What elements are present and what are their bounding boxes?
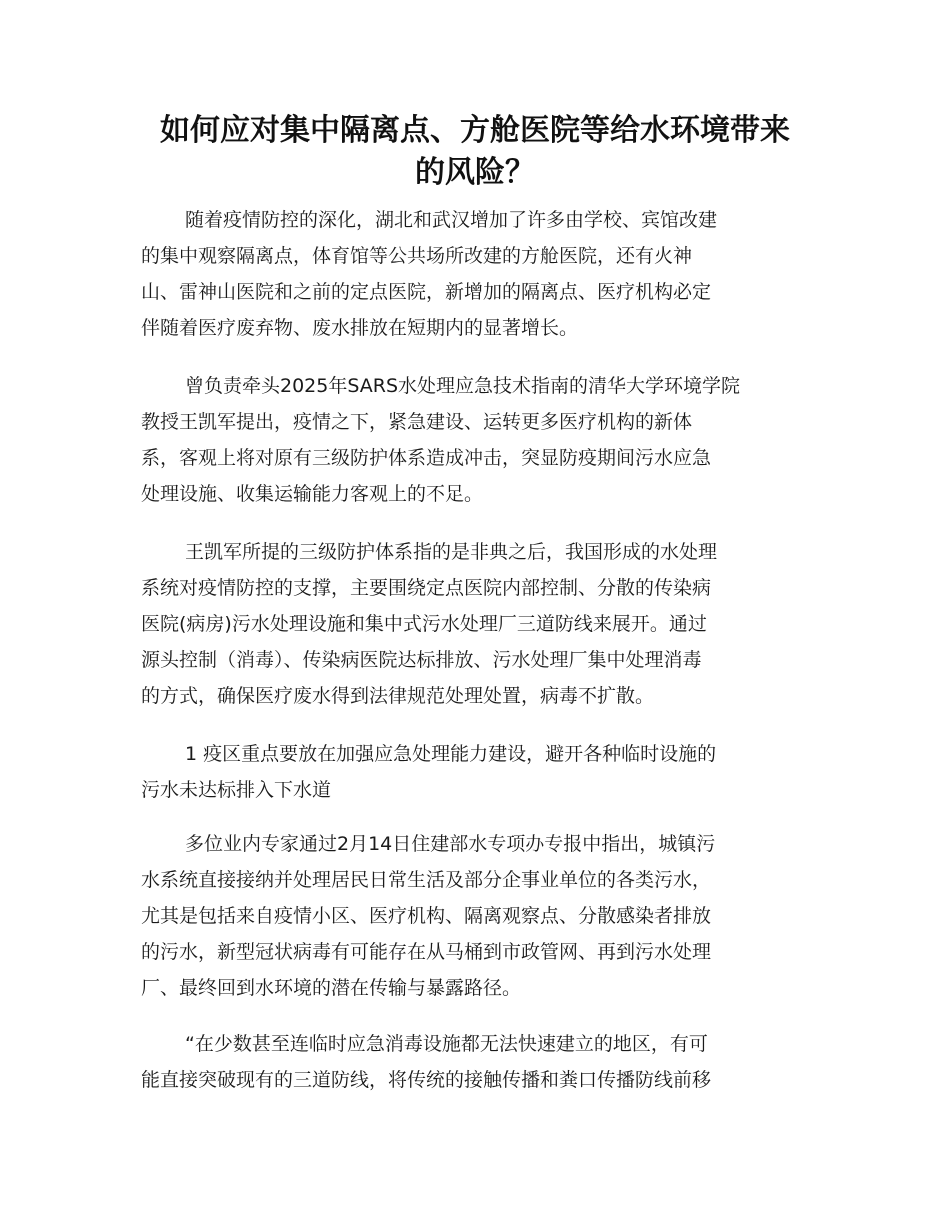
paragraph-line: 处理设施、收集运输能力客观上的不足。 <box>141 483 484 505</box>
paragraph-line: 的污水，新型冠状病毒有可能存在从马桶到市政管网、再到污水处理 <box>141 941 712 963</box>
paragraph-line: 伴随着医疗废弃物、废水排放在短期内的显著增长。 <box>141 317 579 339</box>
paragraph-line: 的集中观察隔离点，体育馆等公共场所改建的方舱医院，还有火神 <box>141 245 693 267</box>
paragraph-line: 系统对疫情防控的支撑，主要围绕定点医院内部控制、分散的传染病 <box>141 577 712 599</box>
paragraph-line: 教授王凯军提出，疫情之下，紧急建设、运转更多医疗机构的新体 <box>141 411 693 433</box>
title-line-2: 的风险？ <box>415 155 535 190</box>
paragraph-line: 水系统直接接纳并处理居民日常生活及部分企事业单位的各类污水， <box>141 869 712 891</box>
paragraph-line: 随着疫情防控的深化，湖北和武汉增加了许多由学校、宾馆改建 <box>185 209 718 231</box>
paragraph-line: 尤其是包括来自疫情小区、医疗机构、隔离观察点、分散感染者排放 <box>141 905 712 927</box>
paragraph-2 <box>141 368 807 512</box>
paragraph-line: 王凯军所提的三级防护体系指的是非典之后，我国形成的水处理 <box>185 541 718 563</box>
paragraph-1 <box>141 202 807 346</box>
paragraph-5 <box>141 826 807 1006</box>
section-heading-1 <box>141 736 807 808</box>
paragraph-line: 的方式，确保医疗废水得到法律规范处理处置，病毒不扩散。 <box>141 685 655 707</box>
paragraph-line: 多位业内专家通过2月14日住建部水专项办专报中指出，城镇污 <box>185 833 716 855</box>
paragraph-line: 曾负责牵头2025年SARS水处理应急技术指南的清华大学环境学院 <box>185 375 741 397</box>
paragraph-line: 源头控制（消毒）、传染病医院达标排放、污水处理厂集中处理消毒 <box>141 649 702 671</box>
paragraph-line: 山、雷神山医院和之前的定点医院，新增加的隔离点、医疗机构必定 <box>141 281 712 303</box>
paragraph-line: 系，客观上将对原有三级防护体系造成冲击，突显防疫期间污水应急 <box>141 447 712 469</box>
paragraph-line: 1 疫区重点要放在加强应急处理能力建设，避开各种临时设施的 <box>185 743 717 765</box>
paragraph-3 <box>141 534 807 714</box>
paragraph-line: 污水未达标排入下水道 <box>141 779 332 801</box>
paragraph-line: 医院(病房)污水处理设施和集中式污水处理厂三道防线来展开。通过 <box>141 613 707 635</box>
paragraph-6 <box>141 1026 807 1098</box>
title-line-1: 如何应对集中隔离点、方舱医院等给水环境带来 <box>160 113 790 148</box>
paragraph-line: 厂、最终回到水环境的潜在传输与暴露路径。 <box>141 977 522 999</box>
paragraph-line: 能直接突破现有的三道防线，将传统的接触传播和粪口传播防线前移 <box>141 1069 712 1091</box>
document-title <box>140 110 810 194</box>
paragraph-line: “在少数甚至连临时应急消毒设施都无法快速建立的地区，有可 <box>185 1033 708 1055</box>
